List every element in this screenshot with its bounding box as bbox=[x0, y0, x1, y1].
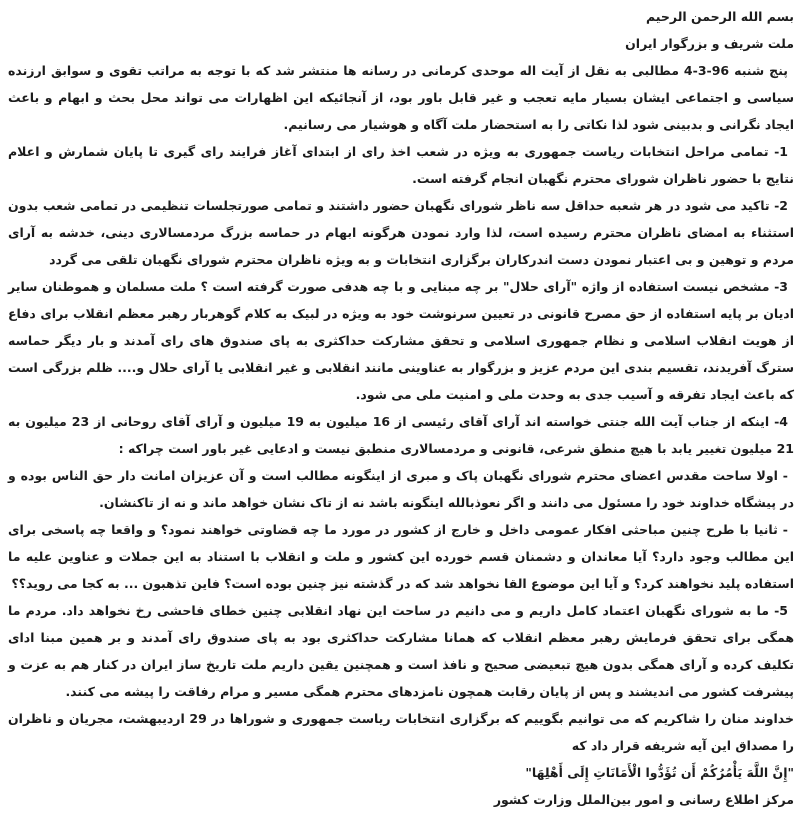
numbered-item-2: 2- تاکید می شود در هر شعبه حداقل سه ناظر شورای نگهبان حضور داشتند و تمامی صورتجلسات تنظیمی در تمامی شعب بدون استثناء به امضای ناظران محترم رسیده است، لذا وارد نمودن هرگونه ابهام در حماسه بزرگ مردمسالاری دینی، خدشه به آرای مردم و توهین و بی اعتبار نمودن دست اندرکاران برگزاری انتخابات و به ویژه ناظران محترم شورای نگهبان تلقی می گردد bbox=[8, 198, 794, 267]
numbered-item-5: 5- ما به شورای نگهبان اعتماد کامل داریم و می دانیم در ساحت این نهاد انقلابی چنین خطای فاحشی رخ نخواهد داد. مردم ما همگی برای تحقق فرمایش رهبر معظم انقلاب که همانا مشارکت حداکثری بود به پای صندوق رای آمدند و بر همین مبنا ادای تکلیف کرده و آرای همگی بدون هیچ تبعیضی صحیح و نافذ است و همچنین یقین داریم ملت تاریخ ساز ایران در کنار هم به عزت و پیشرفت کشور می اندیشند و پس از پایان رقابت همچون نامزدهای محترم همگی مسیر و مرام رفاقت را پیشه می کنند. bbox=[8, 603, 794, 699]
intro-paragraph: پنج شنبه 96-3-4 مطالبی به نقل از آیت اله موحدی کرمانی در رسانه ها منتشر شد که با توجه به مراتب تقوی و سوابق ارزنده سیاسی و اجتماعی ایشان بسیار مایه تعجب و غیر قابل باور بود، از آنجائیکه این اظهارات می تواند محل بحث و ابهام و باعث ایجاد نگرانی و بدبینی شود لذا نکاتی را به استحضار ملت آگاه و هوشیار می رسانیم. bbox=[8, 63, 794, 132]
signature-line: مرکز اطلاع رسانی و امور بین‌الملل وزارت کشور bbox=[493, 792, 794, 807]
numbered-item-1: 1- تمامی مراحل انتخابات ریاست جمهوری به ویژه در شعب اخذ رای از ابتدای آغاز فرایند رای گیری تا پایان شمارش و اعلام نتایج با حضور ناظران شورای محترم نگهبان انجام گرفته است. bbox=[8, 144, 794, 186]
sub-point-second: - ثانیا با طرح چنین مباحثی افکار عمومی داخل و خارج از کشور در مورد ما چه قضاوتی خواهند نمود؟ و واقعا چه پاسخی برای این مطالب وجود دارد؟ آیا معاندان و دشمنان قسم خورده این کشور و ملت و انقلاب با استناد به این جملات و عناوین علیه ما استفاده پلید نخواهند کرد؟ و آیا این موضوع القا نخواهد شد که در گذشته نیز چنین بوده است؟ فاین تذهبون ... به کجا می روید؟؟ bbox=[8, 522, 794, 591]
salutation-line: ملت شریف و بزرگوار ایران bbox=[625, 36, 794, 51]
quran-verse: "إِنَّ اللَّهَ يَأْمُرُكُمْ أَن تُؤَدُّوا الْأَمَانَاتِ إِلَى أَهْلِهَا" bbox=[525, 765, 794, 780]
closing-paragraph: خداوند منان را شاکریم که می توانیم بگوییم که برگزاری انتخابات ریاست جمهوری و شوراها در 29 اردیبهشت، مجریان و ناظران را مصداق این آیه شریفه قرار داد که bbox=[8, 711, 794, 753]
numbered-item-4: 4- اینکه از جناب آیت الله جنتی خواسته اند آرای آقای رئیسی از 16 میلیون به 19 میلیون و آرای آقای روحانی از 23 میلیون به 21 میلیون تغییر یابد با هیچ منطق شرعی، قانونی و مردمسالاری منطبق نیست و ادعایی غیر باور است چراکه : bbox=[8, 414, 794, 456]
numbered-item-3: 3- مشخص نیست استفاده از واژه "آرای حلال" بر چه مبنایی و با چه هدفی صورت گرفته است ؟ ملت مسلمان و هموطنان سایر ادیان بر پایه استفاده از حق مصرح قانونی در تعیین سرنوشت خود به ویژه در لبیک به کلام گوهربار رهبر معظم انقلاب برای دفاع از هویت انقلاب اسلامی و نظام جمهوری اسلامی و تحقق مشارکت حداکثری به پای صندوق های رای آمدند و بار دیگر حماسه سترگ آفریدند، تقسیم بندی این مردم عزیز و بزرگوار به عناوینی مانند انقلابی و غیر انقلابی یا آرای حلال و.... ظلم بزرگی است که باعث ایجاد تفرقه و آسیب جدی به وحدت ملی و امنیت ملی می شود. bbox=[8, 279, 794, 402]
basmala-line: بسم الله الرحمن الرحیم bbox=[646, 9, 794, 24]
sub-point-first: - اولا ساحت مقدس اعضای محترم شورای نگهبان پاک و مبری از اینگونه مطالب است و آن عزیزان امانت دار حق الناس بوده و در پیشگاه خداوند خود را مسئول می دانند و اگر نعوذبالله اینگونه باشد نه از تاک نشان خواهد ماند و نه از تاکنشان. bbox=[8, 468, 794, 510]
